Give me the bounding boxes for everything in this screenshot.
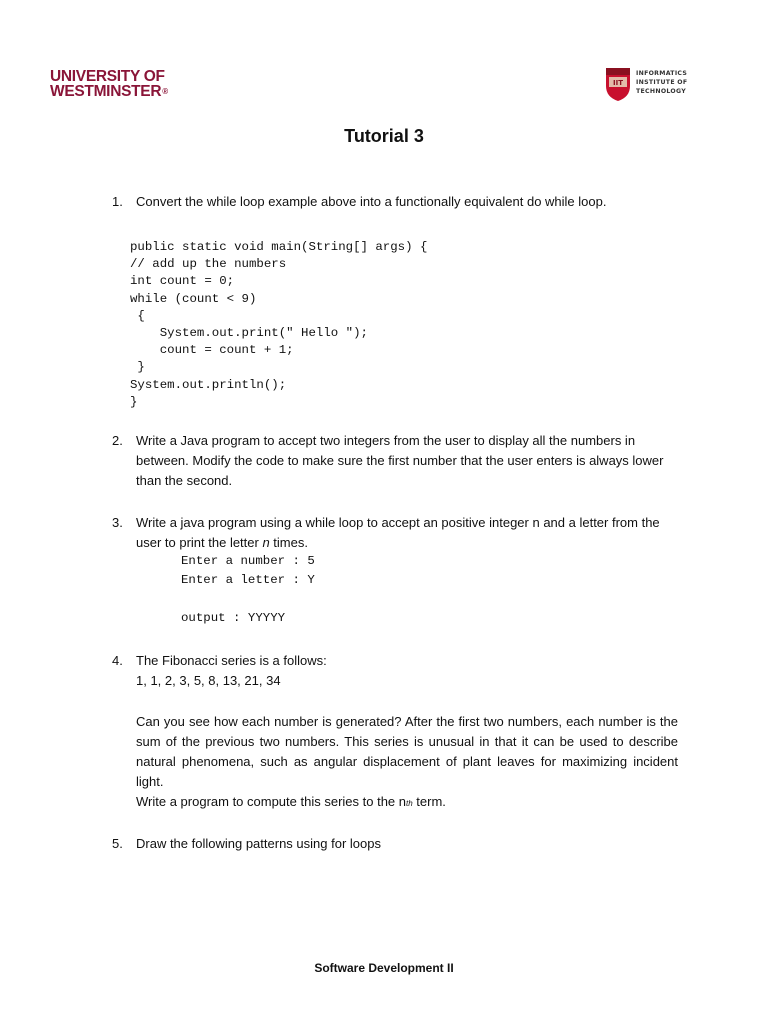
question-4 [112,651,678,814]
question-text: The Fibonacci series is a follows: [136,653,327,668]
question-task [136,792,678,814]
question-number: 3. [112,515,123,530]
page-footer: Software Development II [314,961,454,975]
task-subscript: th [406,799,413,808]
question-5 [112,834,678,854]
task-text: term. [412,794,446,809]
fibonacci-series: 1, 1, 2, 3, 5, 8, 13, 21, 34 [136,673,281,688]
university-logo-line2: WESTMINSTER [50,83,162,100]
question-text [136,513,678,553]
question-text: Write a Java program to accept two integers from the user to display all the numbers in between. Modify the code to make sure the first number that the user enters is always lower than the second. [136,433,664,488]
sample-line [181,590,315,609]
university-logo [50,69,168,99]
iit-logo-line3: TECHNOLOGY [636,88,687,95]
university-logo-line1: UNIVERSITY OF [50,68,165,85]
question-text-italic: n [262,535,270,550]
iit-logo [603,66,688,104]
question-text: Draw the following patterns using for loops [136,836,381,851]
question-3 [112,513,678,553]
iit-emblem-text: IIT [613,79,623,87]
iit-emblem-icon [603,66,633,102]
task-text: Write a program to compute this series to the n [136,794,406,809]
question-number: 1. [112,194,123,209]
iit-logo-line1: INFORMATICS [636,70,688,77]
question-number: 2. [112,433,123,448]
question-paragraph: Can you see how each number is generated? After the first two numbers, each number is the sum of the previous two numbers. This series is unusual in that it can be used to describe natural phenomena, such as angular displacement of plant leaves for maximizing incident light. [136,714,678,789]
question-number: 4. [112,653,123,668]
sample-io [181,552,315,628]
question-text-part: times. [269,535,308,550]
question-text-part: Write a java program using a while loop to accept an positive integer n and a letter from the user to print the letter [136,515,660,550]
code-block [130,239,427,411]
university-logo-mark: ® [162,87,168,96]
sample-line: Enter a number : 5 [181,554,315,568]
sample-line: output : YYYYY [181,611,286,625]
question-1 [112,192,678,212]
sample-line: Enter a letter : Y [181,573,315,587]
question-number: 5. [112,836,123,851]
code-listing: public static void main(String[] args) { // add up the numbers int count = 0; while (count < 9) { System.out.print(" Hello "); count = count + 1; } System.out.println(); } [130,240,428,409]
iit-logo-line2: INSTITUTE OF [636,79,688,86]
question-text: Convert the while loop example above into a functionally equivalent do while loop. [136,194,607,209]
question-2 [112,431,678,491]
page-title: Tutorial 3 [344,126,424,146]
